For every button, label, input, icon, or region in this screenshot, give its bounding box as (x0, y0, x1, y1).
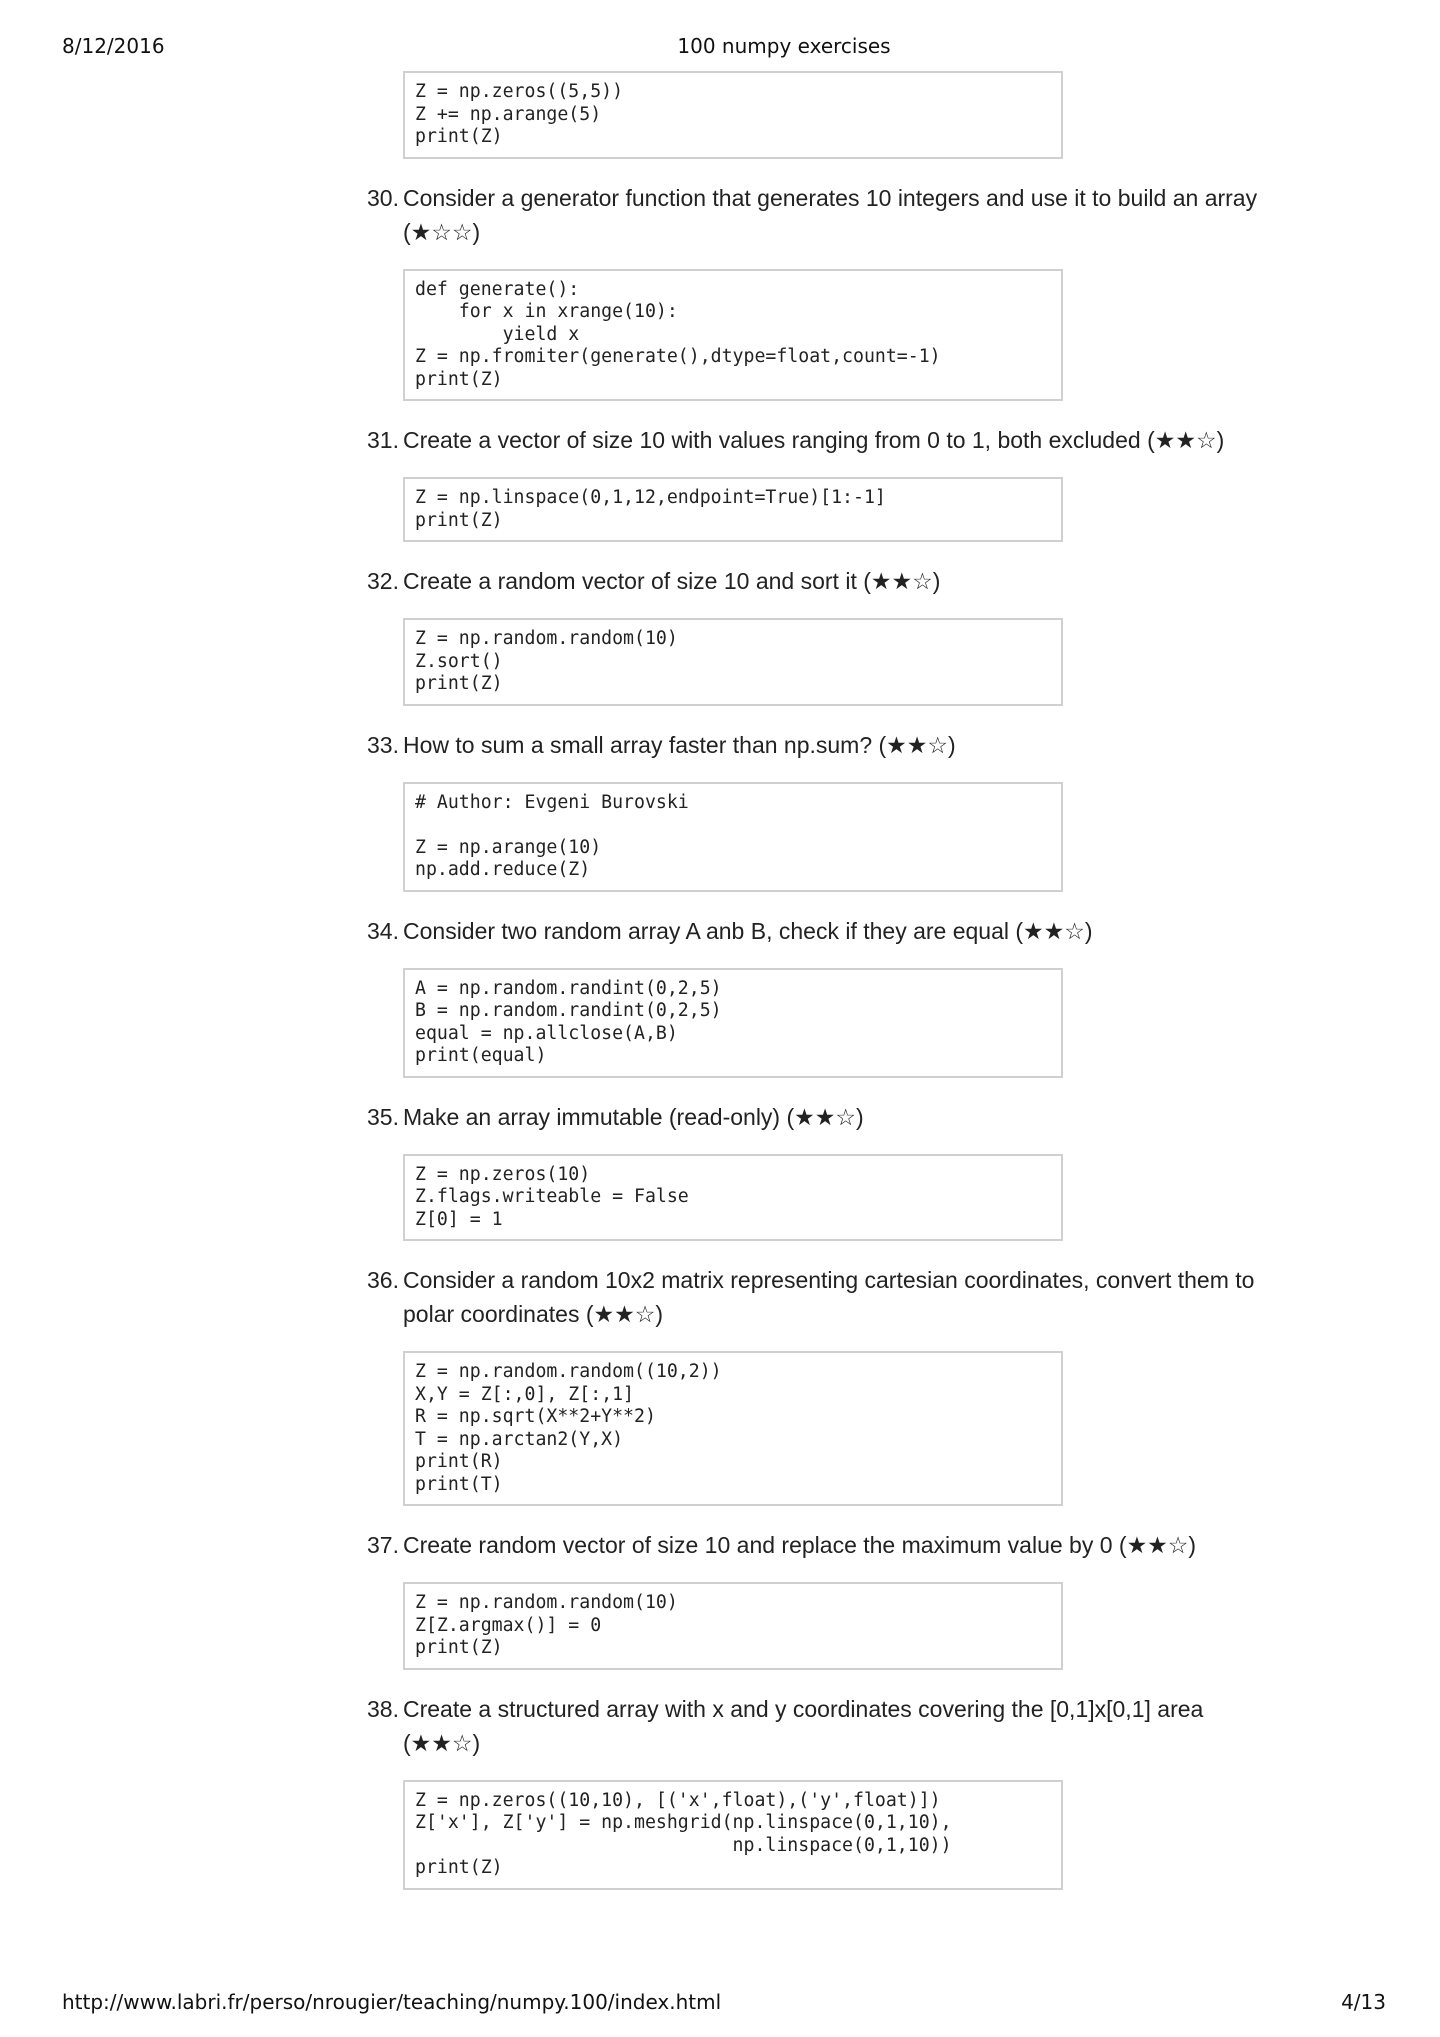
exercise-33 (363, 728, 1263, 892)
question (363, 914, 1263, 948)
code-block: # Author: Evgeni Burovski Z = np.arange(10) np.add.reduce(Z) (403, 782, 1063, 892)
code-block: Z = np.linspace(0,1,12,endpoint=True)[1:-1] print(Z) (403, 477, 1063, 542)
question-text: Consider a generator function that generates 10 integers and use it to build an array (★☆☆) (403, 184, 1258, 245)
exercise-30 (363, 181, 1263, 402)
question-text: Create a random vector of size 10 and sort it (★★☆) (403, 568, 941, 594)
exercise-38 (363, 1692, 1263, 1890)
exercise-32 (363, 564, 1263, 706)
question (363, 1528, 1263, 1562)
page-number: 4/13 (1341, 1990, 1386, 2014)
page-title: 100 numpy exercises (677, 34, 891, 58)
exercise-31 (363, 423, 1263, 542)
question-text: Consider two random array A anb B, check if they are equal (★★☆) (403, 917, 1093, 944)
question-number: 35. (367, 1103, 399, 1130)
question-text: Create a vector of size 10 with values ranging from 0 to 1, both excluded (★★☆) (403, 427, 1225, 453)
question-text: Make an array immutable (read-only) (★★☆) (403, 1103, 864, 1130)
code-block: A = np.random.randint(0,2,5) B = np.random.randint(0,2,5) equal = np.allclose(A,B) print(equal) (403, 968, 1063, 1078)
code-block: Z = np.random.random(10) Z[Z.argmax()] = 0 print(Z) (403, 1582, 1063, 1670)
code-block-29: Z = np.zeros((5,5)) Z += np.arange(5) print(Z) (403, 71, 1063, 159)
print-date: 8/12/2016 (62, 34, 165, 58)
question-text: How to sum a small array faster than np.sum? (★★☆) (403, 731, 956, 758)
question (363, 564, 1263, 598)
question-number: 33. (367, 731, 399, 758)
question-number: 31. (367, 427, 399, 453)
question (363, 1692, 1263, 1760)
question-number: 38. (367, 1695, 399, 1722)
question (363, 1263, 1263, 1331)
question-text: Create random vector of size 10 and replace the maximum value by 0 (★★☆) (403, 1532, 1197, 1558)
code-block: Z = np.zeros(10) Z.flags.writeable = False Z[0] = 1 (403, 1154, 1063, 1242)
exercise-37 (363, 1528, 1263, 1670)
code-block: Z = np.random.random((10,2)) X,Y = Z[:,0], Z[:,1] R = np.sqrt(X**2+Y**2) T = np.arctan2(Y,X) print(R) print(T) (403, 1351, 1063, 1506)
question-text: Create a structured array with x and y coordinates covering the [0,1]x[0,1] area (★★☆) (403, 1695, 1204, 1756)
exercise-35 (363, 1100, 1263, 1242)
code-block: Z = np.random.random(10) Z.sort() print(Z) (403, 618, 1063, 706)
exercise-34 (363, 914, 1263, 1078)
question-number: 30. (367, 184, 399, 211)
question (363, 728, 1263, 762)
question-number: 34. (367, 917, 399, 944)
code-block: Z = np.zeros((10,10), [('x',float),('y',float)]) Z['x'], Z['y'] = np.meshgrid(np.linspace(0,1,10), np.linspace(0,1,10)) print(Z) (403, 1780, 1063, 1890)
exercise-36 (363, 1263, 1263, 1506)
question-number: 36. (367, 1267, 399, 1293)
question-number: 32. (367, 568, 399, 594)
source-url: http://www.labri.fr/perso/nrougier/teaching/numpy.100/index.html (62, 1990, 722, 2014)
question (363, 1100, 1263, 1134)
exercise-list (363, 71, 1263, 1890)
question-number: 37. (367, 1532, 399, 1558)
question-text: Consider a random 10x2 matrix representing cartesian coordinates, convert them to polar coordinates (★★☆) (403, 1267, 1255, 1327)
question (363, 181, 1263, 249)
question (363, 423, 1263, 457)
code-block: def generate(): for x in xrange(10): yield x Z = np.fromiter(generate(),dtype=float,count=-1) print(Z) (403, 269, 1063, 402)
